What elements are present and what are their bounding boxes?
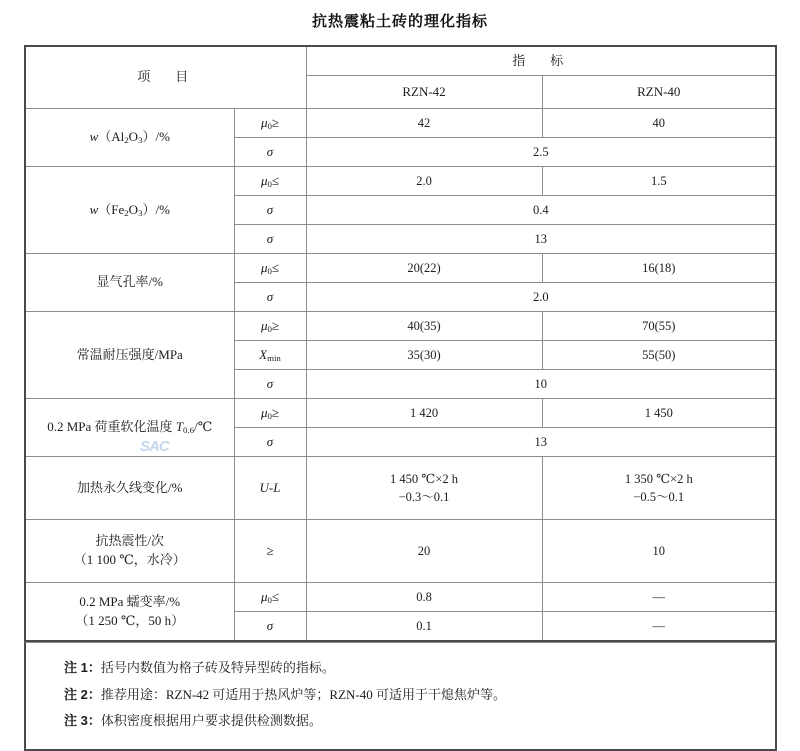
- row-value-rzn40: 10: [542, 520, 776, 583]
- table-row: [25, 167, 776, 196]
- row-item-label: 常温耐压强度/MPa: [25, 312, 234, 399]
- row-value-rzn42: 40(35): [306, 312, 542, 341]
- row-value-rzn40: —: [542, 612, 776, 642]
- row-symbol: $X_{min}$: [234, 341, 306, 370]
- note-text: 推荐用途：RZN-42 可适用于热风炉等；RZN-40 可适用于干熄焦炉等。: [100, 686, 507, 702]
- row-symbol: σ: [234, 612, 306, 642]
- note-label: 注 1：: [64, 660, 101, 675]
- row-value-merged: 0.4: [306, 196, 776, 225]
- row-item-label: $w(Fe_2O_3)/\%$: [25, 167, 234, 254]
- note-label: 注 2：: [64, 686, 101, 702]
- row-value-rzn42: 2.0: [306, 167, 542, 196]
- row-value-rzn40: 1 450: [542, 399, 776, 428]
- table-header: [25, 46, 776, 109]
- row-symbol: $\mu_0\le$: [234, 167, 306, 196]
- note-row: [64, 682, 775, 709]
- note-row: [64, 708, 775, 735]
- row-symbol: σ: [234, 225, 306, 254]
- row-symbol: $\mu_0\ge$: [234, 312, 306, 341]
- row-value-merged: 10: [306, 370, 776, 399]
- row-symbol: σ: [234, 196, 306, 225]
- note-row: [64, 655, 775, 682]
- row-item-label: 加热永久线变化/%: [25, 457, 234, 520]
- table-row: [25, 109, 776, 138]
- row-value-rzn42: 0.1: [306, 612, 542, 642]
- row-symbol: σ: [234, 283, 306, 312]
- row-value-rzn40: 40: [542, 109, 776, 138]
- row-value-rzn42: 20(22): [306, 254, 542, 283]
- row-value-merged: 13: [306, 225, 776, 254]
- row-value-merged: 13: [306, 428, 776, 457]
- header-indicator: 指 标: [306, 46, 776, 76]
- row-symbol: σ: [234, 370, 306, 399]
- row-value-rzn40: 1 350 ℃×2 h −0.5～0.1: [542, 457, 776, 520]
- note-label: 注 3：: [64, 713, 101, 729]
- sac-watermark: SAC: [140, 438, 169, 455]
- row-symbol: σ: [234, 428, 306, 457]
- row-symbol: ≥: [234, 520, 306, 583]
- header-item: 项 目: [25, 46, 306, 109]
- row-value-rzn40: —: [542, 583, 776, 612]
- row-symbol: $\mu_0\ge$: [234, 109, 306, 138]
- row-value-rzn42: 42: [306, 109, 542, 138]
- table-row: [25, 254, 776, 283]
- row-value-rzn42: 35(30): [306, 341, 542, 370]
- note-text: 体积密度根据用户要求提供检测数据。: [100, 713, 322, 729]
- table-row: [25, 520, 776, 583]
- table-notes: [24, 642, 777, 751]
- header-grade-rzn42: RZN-42: [306, 76, 542, 109]
- row-item-label: 0.2 MPa 蠕变率/% （1 250 ℃，50 h）: [25, 583, 234, 642]
- row-value-rzn42: 0.8: [306, 583, 542, 612]
- table-row: [25, 312, 776, 341]
- row-value-rzn42: 20: [306, 520, 542, 583]
- spec-table: [24, 45, 777, 642]
- table-row: [25, 457, 776, 520]
- row-symbol: $\mu_0\le$: [234, 583, 306, 612]
- note-text: 括号内数值为格子砖及特异型砖的指标。: [100, 660, 335, 675]
- row-value-rzn40: 16(18): [542, 254, 776, 283]
- page-title: 抗热震粘土砖的理化指标: [311, 13, 488, 30]
- row-value-rzn42: 1 450 ℃×2 h −0.3～0.1: [306, 457, 542, 520]
- row-symbol: $\mu_0\ge$: [234, 399, 306, 428]
- row-symbol: U-L: [234, 457, 306, 520]
- row-item-label: 抗热震性/次 （1 100 ℃，水冷）: [25, 520, 234, 583]
- row-symbol: σ: [234, 138, 306, 167]
- spec-table-container: [24, 45, 777, 751]
- row-value-rzn40: 55(50): [542, 341, 776, 370]
- table-row: [25, 399, 776, 428]
- table-body: [25, 109, 776, 642]
- row-value-rzn42: 1 420: [306, 399, 542, 428]
- row-value-merged: 2.0: [306, 283, 776, 312]
- row-item-label: $w(Al_2O_3)/\%$: [25, 109, 234, 167]
- row-item-label: 0.2 MPa 荷重软化温度 $T_{0.6}/℃$: [25, 399, 234, 457]
- header-grade-rzn40: RZN-40: [542, 76, 776, 109]
- row-item-label: 显气孔率/%: [25, 254, 234, 312]
- table-row: [25, 583, 776, 612]
- row-symbol: $\mu_0\le$: [234, 254, 306, 283]
- row-value-rzn40: 70(55): [542, 312, 776, 341]
- row-value-rzn40: 1.5: [542, 167, 776, 196]
- row-value-merged: 2.5: [306, 138, 776, 167]
